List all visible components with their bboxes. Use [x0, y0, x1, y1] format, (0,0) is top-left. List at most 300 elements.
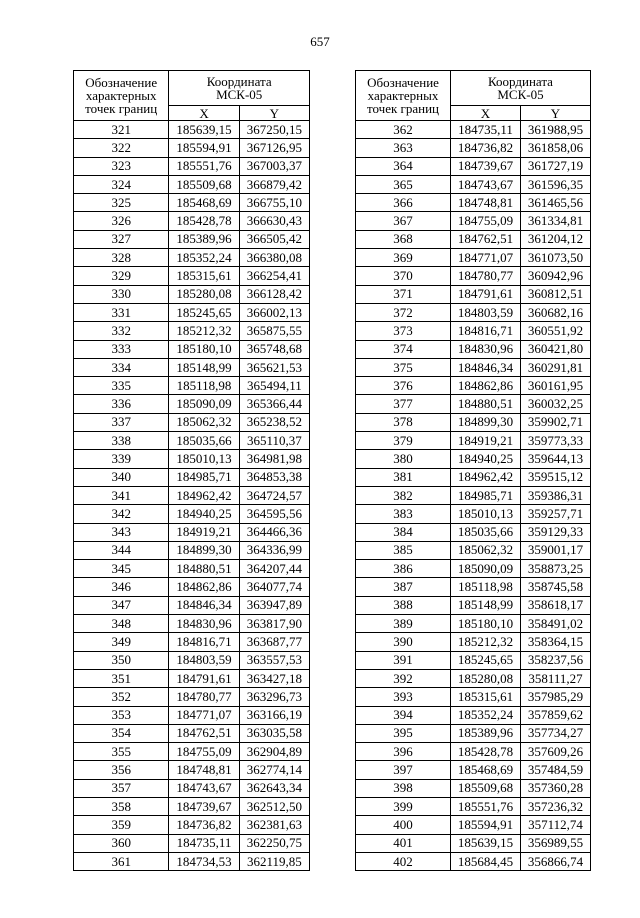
table-row: [74, 285, 310, 303]
point-number-cell: 341: [74, 486, 169, 504]
header-coord-line-2: МСК-05: [497, 87, 544, 102]
table-row: [74, 377, 310, 395]
table-row: [74, 175, 310, 193]
point-number-cell: 378: [356, 413, 451, 431]
x-coordinate-cell: 185468,69: [169, 194, 239, 212]
y-coordinate-cell: 356989,55: [521, 834, 591, 852]
x-coordinate-cell: 184940,25: [451, 450, 521, 468]
y-coordinate-cell: 360421,80: [521, 340, 591, 358]
table-row: [74, 761, 310, 779]
table-row: [74, 358, 310, 376]
table-row: [356, 779, 591, 797]
table-row: [74, 413, 310, 431]
y-coordinate-cell: 366128,42: [239, 285, 309, 303]
y-coordinate-cell: 364336,99: [239, 541, 309, 559]
y-coordinate-cell: 358111,27: [521, 669, 591, 687]
x-coordinate-cell: 185352,24: [169, 249, 239, 267]
table-row: [356, 486, 591, 504]
point-number-cell: 367: [356, 212, 451, 230]
y-coordinate-cell: 364595,56: [239, 505, 309, 523]
table-row: [356, 303, 591, 321]
point-number-cell: 396: [356, 743, 451, 761]
x-coordinate-cell: 184985,71: [169, 468, 239, 486]
x-coordinate-cell: 185010,13: [451, 505, 521, 523]
y-header: Y: [239, 106, 309, 121]
x-coordinate-cell: 184748,81: [451, 194, 521, 212]
header-label-line-1: Обозначение: [85, 75, 158, 90]
table-row: [74, 194, 310, 212]
point-number-cell: 366: [356, 194, 451, 212]
table-row: [356, 560, 591, 578]
x-coordinate-cell: 185035,66: [169, 432, 239, 450]
table-body-left: [74, 121, 310, 871]
x-coordinate-cell: 185118,98: [169, 377, 239, 395]
y-coordinate-cell: 357609,26: [521, 743, 591, 761]
point-number-cell: 344: [74, 541, 169, 559]
y-coordinate-cell: 366002,13: [239, 303, 309, 321]
point-number-cell: 338: [74, 432, 169, 450]
table-row: [74, 340, 310, 358]
table-row: [74, 724, 310, 742]
x-coordinate-cell: 184743,67: [169, 779, 239, 797]
x-coordinate-cell: 184771,07: [451, 249, 521, 267]
y-coordinate-cell: 365494,11: [239, 377, 309, 395]
y-coordinate-cell: 357484,59: [521, 761, 591, 779]
point-label-header: [74, 71, 169, 121]
table-row: [356, 852, 591, 870]
x-coordinate-cell: 184985,71: [451, 486, 521, 504]
x-coordinate-cell: 184919,21: [451, 432, 521, 450]
point-number-cell: 376: [356, 377, 451, 395]
coordinate-header: [169, 71, 310, 106]
y-coordinate-cell: 359644,13: [521, 450, 591, 468]
x-coordinate-cell: 185684,45: [451, 852, 521, 870]
table-body-right: [356, 121, 591, 871]
point-number-cell: 330: [74, 285, 169, 303]
coordinate-header: [451, 71, 591, 106]
table-row: [356, 706, 591, 724]
table-row: [74, 432, 310, 450]
y-coordinate-cell: 366879,42: [239, 175, 309, 193]
point-number-cell: 332: [74, 322, 169, 340]
point-number-cell: 394: [356, 706, 451, 724]
y-coordinate-cell: 367126,95: [239, 139, 309, 157]
y-coordinate-cell: 357236,32: [521, 797, 591, 815]
table-row: [74, 486, 310, 504]
point-number-cell: 383: [356, 505, 451, 523]
x-coordinate-cell: 184762,51: [169, 724, 239, 742]
x-coordinate-cell: 184816,71: [451, 322, 521, 340]
point-number-cell: 355: [74, 743, 169, 761]
x-coordinate-cell: 184736,82: [169, 816, 239, 834]
table-row: [74, 578, 310, 596]
table-row: [74, 468, 310, 486]
y-coordinate-cell: 359129,33: [521, 523, 591, 541]
x-coordinate-cell: 185551,76: [451, 797, 521, 815]
x-coordinate-cell: 184830,96: [169, 615, 239, 633]
y-coordinate-cell: 359257,71: [521, 505, 591, 523]
table-row: [356, 212, 591, 230]
y-coordinate-cell: 364724,57: [239, 486, 309, 504]
point-number-cell: 389: [356, 615, 451, 633]
x-coordinate-cell: 185148,99: [169, 358, 239, 376]
point-number-cell: 379: [356, 432, 451, 450]
point-number-cell: 353: [74, 706, 169, 724]
header-label-line-2: характерных: [367, 88, 439, 103]
x-coordinate-cell: 184880,51: [169, 560, 239, 578]
y-coordinate-cell: 362774,14: [239, 761, 309, 779]
x-coordinate-cell: 184816,71: [169, 633, 239, 651]
table-row: [74, 633, 310, 651]
point-number-cell: 377: [356, 395, 451, 413]
header-label-line-3: точек границ: [366, 101, 440, 116]
x-coordinate-cell: 184791,61: [169, 669, 239, 687]
point-number-cell: 327: [74, 230, 169, 248]
x-coordinate-cell: 184739,67: [451, 157, 521, 175]
point-number-cell: 333: [74, 340, 169, 358]
header-coord-line-1: Координата: [206, 74, 272, 89]
x-coordinate-cell: 185212,32: [169, 322, 239, 340]
point-number-cell: 382: [356, 486, 451, 504]
x-coordinate-cell: 185509,68: [451, 779, 521, 797]
point-label-header: [356, 71, 451, 121]
table-row: [356, 121, 591, 139]
x-coordinate-cell: 184830,96: [451, 340, 521, 358]
point-number-cell: 393: [356, 688, 451, 706]
y-coordinate-cell: 365110,37: [239, 432, 309, 450]
table-row: [356, 285, 591, 303]
point-number-cell: 390: [356, 633, 451, 651]
point-number-cell: 370: [356, 267, 451, 285]
table-row: [74, 706, 310, 724]
y-coordinate-cell: 357985,29: [521, 688, 591, 706]
table-row: [74, 688, 310, 706]
y-coordinate-cell: 357734,27: [521, 724, 591, 742]
table-row: [356, 157, 591, 175]
y-coordinate-cell: 361988,95: [521, 121, 591, 139]
x-coordinate-cell: 185280,08: [169, 285, 239, 303]
point-number-cell: 323: [74, 157, 169, 175]
y-coordinate-cell: 358364,15: [521, 633, 591, 651]
y-coordinate-cell: 366505,42: [239, 230, 309, 248]
table-row: [356, 523, 591, 541]
table-row: [74, 669, 310, 687]
table-row: [356, 743, 591, 761]
x-coordinate-cell: 184736,82: [451, 139, 521, 157]
x-coordinate-cell: 185428,78: [169, 212, 239, 230]
point-number-cell: 349: [74, 633, 169, 651]
point-number-cell: 392: [356, 669, 451, 687]
y-coordinate-cell: 361204,12: [521, 230, 591, 248]
point-number-cell: 337: [74, 413, 169, 431]
table-row: [356, 615, 591, 633]
point-number-cell: 351: [74, 669, 169, 687]
point-number-cell: 348: [74, 615, 169, 633]
x-coordinate-cell: 185180,10: [451, 615, 521, 633]
table-row: [356, 377, 591, 395]
point-number-cell: 325: [74, 194, 169, 212]
point-number-cell: 336: [74, 395, 169, 413]
table-row: [356, 267, 591, 285]
y-coordinate-cell: 365238,52: [239, 413, 309, 431]
x-coordinate-cell: 184748,81: [169, 761, 239, 779]
x-coordinate-cell: 184862,86: [169, 578, 239, 596]
point-number-cell: 356: [74, 761, 169, 779]
table-row: [74, 852, 310, 870]
y-coordinate-cell: 364853,38: [239, 468, 309, 486]
x-coordinate-cell: 184780,77: [169, 688, 239, 706]
point-number-cell: 386: [356, 560, 451, 578]
y-coordinate-cell: 363035,58: [239, 724, 309, 742]
point-number-cell: 328: [74, 249, 169, 267]
x-coordinate-cell: 184780,77: [451, 267, 521, 285]
x-coordinate-cell: 185389,96: [169, 230, 239, 248]
y-coordinate-cell: 359515,12: [521, 468, 591, 486]
y-coordinate-cell: 357859,62: [521, 706, 591, 724]
y-coordinate-cell: 366254,41: [239, 267, 309, 285]
x-coordinate-cell: 185062,32: [169, 413, 239, 431]
x-coordinate-cell: 185315,61: [451, 688, 521, 706]
point-number-cell: 343: [74, 523, 169, 541]
point-number-cell: 373: [356, 322, 451, 340]
table-row: [74, 615, 310, 633]
table-row: [356, 413, 591, 431]
x-coordinate-cell: 185639,15: [451, 834, 521, 852]
x-coordinate-cell: 185280,08: [451, 669, 521, 687]
point-number-cell: 372: [356, 303, 451, 321]
table-row: [356, 358, 591, 376]
point-number-cell: 360: [74, 834, 169, 852]
x-coordinate-cell: 185639,15: [169, 121, 239, 139]
coordinates-table-left: [73, 70, 310, 871]
point-number-cell: 395: [356, 724, 451, 742]
point-number-cell: 339: [74, 450, 169, 468]
y-coordinate-cell: 361858,06: [521, 139, 591, 157]
y-coordinate-cell: 360942,96: [521, 267, 591, 285]
x-coordinate-cell: 184899,30: [451, 413, 521, 431]
y-coordinate-cell: 363817,90: [239, 615, 309, 633]
x-header: X: [451, 106, 521, 121]
table-row: [356, 541, 591, 559]
coordinates-table-right: [355, 70, 591, 871]
point-number-cell: 347: [74, 596, 169, 614]
y-coordinate-cell: 367250,15: [239, 121, 309, 139]
point-number-cell: 399: [356, 797, 451, 815]
y-coordinate-cell: 363296,73: [239, 688, 309, 706]
point-number-cell: 345: [74, 560, 169, 578]
y-coordinate-cell: 360032,25: [521, 395, 591, 413]
point-number-cell: 322: [74, 139, 169, 157]
point-number-cell: 346: [74, 578, 169, 596]
table-row: [74, 212, 310, 230]
point-number-cell: 329: [74, 267, 169, 285]
y-coordinate-cell: 362643,34: [239, 779, 309, 797]
table-row: [74, 797, 310, 815]
x-coordinate-cell: 184862,86: [451, 377, 521, 395]
table-row: [356, 249, 591, 267]
table-row: [356, 651, 591, 669]
point-number-cell: 362: [356, 121, 451, 139]
point-number-cell: 368: [356, 230, 451, 248]
x-coordinate-cell: 184899,30: [169, 541, 239, 559]
table-row: [356, 596, 591, 614]
y-coordinate-cell: 358873,25: [521, 560, 591, 578]
y-coordinate-cell: 360551,92: [521, 322, 591, 340]
y-coordinate-cell: 358745,58: [521, 578, 591, 596]
y-coordinate-cell: 365621,53: [239, 358, 309, 376]
table-row: [74, 834, 310, 852]
x-coordinate-cell: 185428,78: [451, 743, 521, 761]
point-number-cell: 321: [74, 121, 169, 139]
table-row: [356, 395, 591, 413]
x-coordinate-cell: 184940,25: [169, 505, 239, 523]
point-number-cell: 363: [356, 139, 451, 157]
y-coordinate-cell: 361465,56: [521, 194, 591, 212]
point-number-cell: 385: [356, 541, 451, 559]
table-row: [356, 669, 591, 687]
table-row: [356, 340, 591, 358]
y-coordinate-cell: 358491,02: [521, 615, 591, 633]
point-number-cell: 358: [74, 797, 169, 815]
x-coordinate-cell: 185509,68: [169, 175, 239, 193]
y-coordinate-cell: 366630,43: [239, 212, 309, 230]
point-number-cell: 331: [74, 303, 169, 321]
y-coordinate-cell: 359001,17: [521, 541, 591, 559]
x-coordinate-cell: 185212,32: [451, 633, 521, 651]
table-row: [74, 121, 310, 139]
point-number-cell: 369: [356, 249, 451, 267]
x-coordinate-cell: 184919,21: [169, 523, 239, 541]
y-coordinate-cell: 362512,50: [239, 797, 309, 815]
y-coordinate-cell: 360291,81: [521, 358, 591, 376]
point-number-cell: 354: [74, 724, 169, 742]
y-coordinate-cell: 366755,10: [239, 194, 309, 212]
table-row: [356, 175, 591, 193]
y-coordinate-cell: 360682,16: [521, 303, 591, 321]
point-number-cell: 357: [74, 779, 169, 797]
y-coordinate-cell: 361596,35: [521, 175, 591, 193]
y-coordinate-cell: 364466,36: [239, 523, 309, 541]
x-coordinate-cell: 185352,24: [451, 706, 521, 724]
header-label-line-2: характерных: [85, 88, 157, 103]
y-coordinate-cell: 363557,53: [239, 651, 309, 669]
page-number: 657: [310, 34, 330, 49]
y-coordinate-cell: 361727,19: [521, 157, 591, 175]
point-number-cell: 324: [74, 175, 169, 193]
point-number-cell: 326: [74, 212, 169, 230]
table-row: [74, 249, 310, 267]
x-coordinate-cell: 185245,65: [169, 303, 239, 321]
point-number-cell: 398: [356, 779, 451, 797]
y-coordinate-cell: 362904,89: [239, 743, 309, 761]
y-coordinate-cell: 362119,85: [239, 852, 309, 870]
point-number-cell: 365: [356, 175, 451, 193]
table-row: [356, 432, 591, 450]
x-coordinate-cell: 184962,42: [451, 468, 521, 486]
x-header: X: [169, 106, 239, 121]
x-coordinate-cell: 184755,09: [451, 212, 521, 230]
table-row: [74, 651, 310, 669]
x-coordinate-cell: 184803,59: [169, 651, 239, 669]
table-row: [356, 834, 591, 852]
header-label-line-3: точек границ: [85, 101, 158, 116]
y-coordinate-cell: 364077,74: [239, 578, 309, 596]
y-coordinate-cell: 364981,98: [239, 450, 309, 468]
y-coordinate-cell: 360812,51: [521, 285, 591, 303]
point-number-cell: 350: [74, 651, 169, 669]
point-number-cell: 402: [356, 852, 451, 870]
x-coordinate-cell: 185551,76: [169, 157, 239, 175]
point-number-cell: 401: [356, 834, 451, 852]
table-row: [356, 230, 591, 248]
y-coordinate-cell: 361073,50: [521, 249, 591, 267]
y-coordinate-cell: 357112,74: [521, 816, 591, 834]
point-number-cell: 361: [74, 852, 169, 870]
x-coordinate-cell: 185594,91: [169, 139, 239, 157]
table-row: [356, 578, 591, 596]
point-number-cell: 364: [356, 157, 451, 175]
y-coordinate-cell: 365366,44: [239, 395, 309, 413]
point-number-cell: 384: [356, 523, 451, 541]
x-coordinate-cell: 185180,10: [169, 340, 239, 358]
y-coordinate-cell: 363687,77: [239, 633, 309, 651]
y-coordinate-cell: 367003,37: [239, 157, 309, 175]
x-coordinate-cell: 185148,99: [451, 596, 521, 614]
table-row: [74, 523, 310, 541]
table-row: [356, 194, 591, 212]
table-row: [74, 596, 310, 614]
x-coordinate-cell: 184762,51: [451, 230, 521, 248]
x-coordinate-cell: 185468,69: [451, 761, 521, 779]
x-coordinate-cell: 185062,32: [451, 541, 521, 559]
x-coordinate-cell: 184743,67: [451, 175, 521, 193]
table-row: [356, 688, 591, 706]
x-coordinate-cell: 185090,09: [451, 560, 521, 578]
point-number-cell: 340: [74, 468, 169, 486]
x-coordinate-cell: 184803,59: [451, 303, 521, 321]
point-number-cell: 397: [356, 761, 451, 779]
y-coordinate-cell: 360161,95: [521, 377, 591, 395]
table-row: [74, 139, 310, 157]
y-coordinate-cell: 364207,44: [239, 560, 309, 578]
x-coordinate-cell: 184735,11: [169, 834, 239, 852]
y-coordinate-cell: 359902,71: [521, 413, 591, 431]
point-number-cell: 342: [74, 505, 169, 523]
x-coordinate-cell: 185118,98: [451, 578, 521, 596]
header-coord-line-2: МСК-05: [216, 87, 263, 102]
table-row: [74, 779, 310, 797]
table-row: [356, 139, 591, 157]
table-row: [74, 230, 310, 248]
table-row: [356, 450, 591, 468]
table-row: [74, 450, 310, 468]
y-coordinate-cell: 363947,89: [239, 596, 309, 614]
x-coordinate-cell: 184880,51: [451, 395, 521, 413]
y-coordinate-cell: 365875,55: [239, 322, 309, 340]
point-number-cell: 400: [356, 816, 451, 834]
table-row: [356, 816, 591, 834]
table-row: [356, 468, 591, 486]
x-coordinate-cell: 185090,09: [169, 395, 239, 413]
point-number-cell: 371: [356, 285, 451, 303]
x-coordinate-cell: 185010,13: [169, 450, 239, 468]
x-coordinate-cell: 184771,07: [169, 706, 239, 724]
y-coordinate-cell: 363427,18: [239, 669, 309, 687]
table-row: [356, 797, 591, 815]
y-coordinate-cell: 359386,31: [521, 486, 591, 504]
y-coordinate-cell: 361334,81: [521, 212, 591, 230]
header-label-line-1: Обозначение: [367, 75, 439, 90]
